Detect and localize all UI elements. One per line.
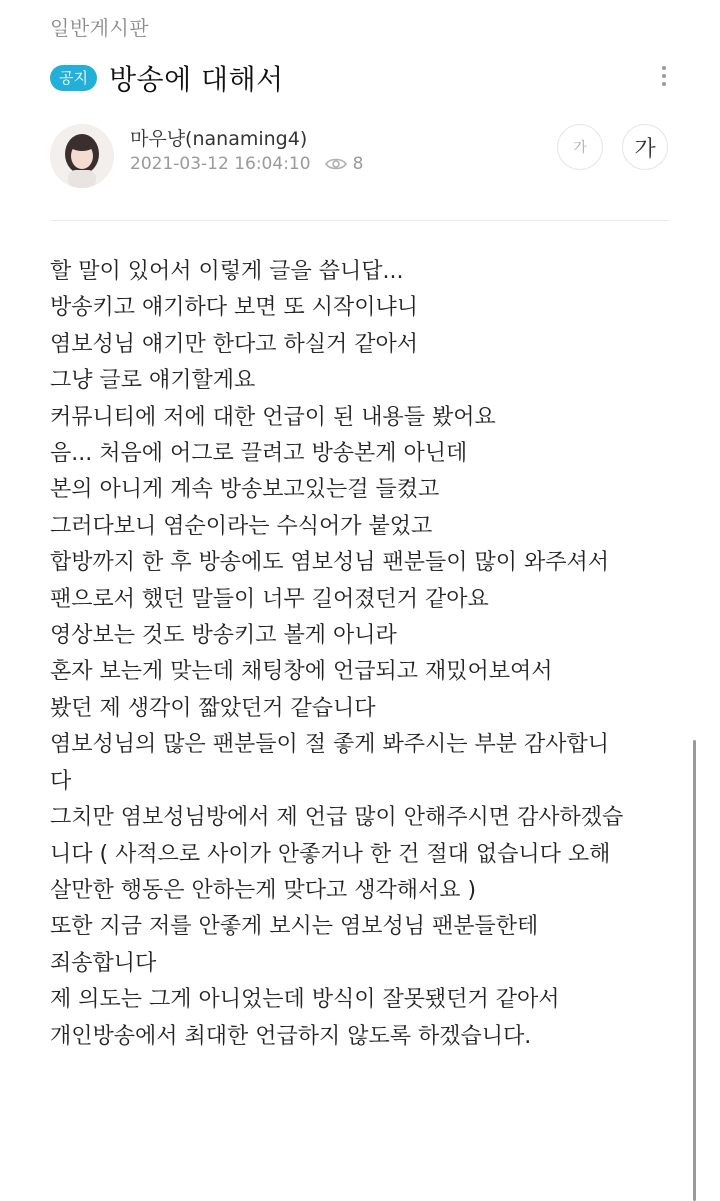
post-datetime: 2021-03-12 16:04:10 <box>130 154 311 174</box>
post-title: 방송에 대해서 <box>108 63 284 96</box>
content-line: 그냥 글로 얘기할게요 <box>50 368 256 394</box>
content-line: 그치만 염보성님방에서 제 언급 많이 안해주시면 감사하겠습 <box>50 805 624 831</box>
content-line: 봤던 제 생각이 짧았던거 같습니다 <box>50 695 376 721</box>
content-line: 또한 지금 저를 안좋게 보시는 염보성님 팬분들한테 <box>50 914 539 940</box>
view-count: 8 <box>352 154 364 174</box>
content-line: 음... 처음에 어그로 끌려고 방송본게 아닌데 <box>50 441 468 467</box>
avatar-image <box>50 124 114 188</box>
content-line: 죄송합니다 <box>50 950 157 976</box>
content-line: 커뮤니티에 저에 대한 언급이 된 내용들 봤어요 <box>50 404 496 430</box>
content-line: 본의 아니게 계속 방송보고있는걸 들켰고 <box>50 477 440 503</box>
post-title-row <box>50 58 284 98</box>
content-line: 니다 ( 사적으로 사이가 안좋거나 한 건 절대 없습니다 오해 <box>50 841 611 867</box>
content-line: 혼자 보는게 맞는데 채팅창에 언급되고 재밌어보여서 <box>50 659 553 685</box>
content-line: 팬으로서 했던 말들이 너무 길어졌던거 같아요 <box>50 586 489 612</box>
content-line: 영상보는 것도 방송키고 볼게 아니라 <box>50 623 397 649</box>
notice-badge: 공지 <box>50 65 97 91</box>
content-line: 제 의도는 그게 아니었는데 방식이 잘못됐던거 같아서 <box>50 987 560 1013</box>
content-line: 다 <box>50 768 72 794</box>
content-line: 그러다보니 염순이라는 수식어가 붙었고 <box>50 513 433 539</box>
content-line: 염보성님 얘기만 한다고 하실거 같아서 <box>50 331 419 357</box>
board-name[interactable]: 일반게시판 <box>50 16 150 40</box>
scrollbar[interactable] <box>693 740 696 1201</box>
post-content <box>50 254 670 1055</box>
content-line: 살만한 행동은 안하는게 맞다고 생각해서요 ) <box>50 877 477 903</box>
author-name[interactable]: 마우냥(nanaming4) <box>130 128 308 150</box>
avatar[interactable] <box>50 124 114 188</box>
content-line: 염보성님의 많은 팬분들이 절 좋게 봐주시는 부분 감사합니 <box>50 732 610 758</box>
vertical-ellipsis-icon[interactable] <box>654 62 674 92</box>
font-size-increase-button[interactable]: 가 <box>622 124 668 170</box>
eye-icon <box>325 156 347 172</box>
content-line: 개인방송에서 최대한 언급하지 않도록 하겠습니다. <box>50 1023 532 1049</box>
post-meta <box>130 154 363 174</box>
content-line: 방송키고 얘기하다 보면 또 시작이냐니 <box>50 295 419 321</box>
divider <box>50 220 670 221</box>
font-size-decrease-button[interactable]: 가 <box>557 124 603 170</box>
content-line: 합방까지 한 후 방송에도 염보성님 팬분들이 많이 와주셔서 <box>50 550 610 576</box>
content-line: 할 말이 있어서 이렇게 글을 씁니답... <box>50 259 404 284</box>
